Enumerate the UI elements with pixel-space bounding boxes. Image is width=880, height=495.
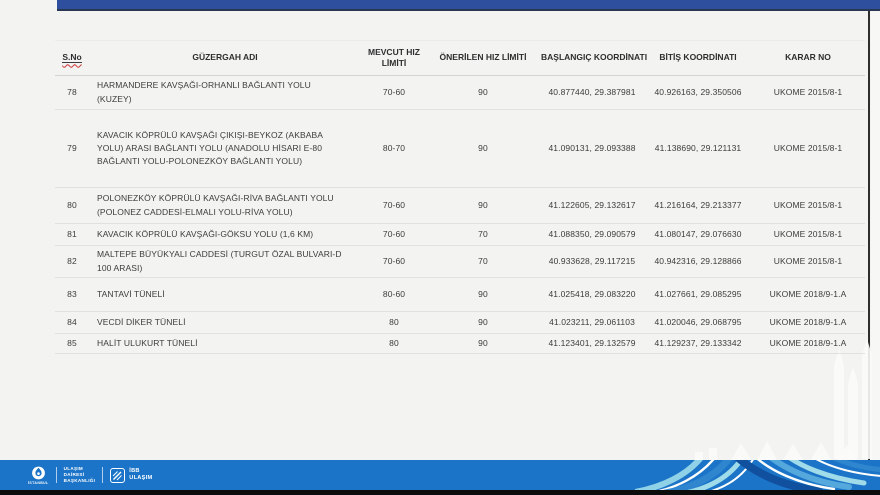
cell-sno: 80: [55, 188, 89, 224]
cell-current-speed-limit: 80-70: [361, 110, 427, 188]
table-row: [55, 76, 865, 110]
cell-current-speed-limit: 70-60: [361, 246, 427, 278]
cell-route-name: HALİT ULUKURT TÜNELİ: [89, 334, 361, 354]
cell-proposed-speed-limit: 70: [427, 246, 539, 278]
col-header-end-coordinate: BİTİŞ KOORDİNATI: [645, 41, 751, 76]
ibb-ulasim-icon: [110, 468, 125, 483]
cell-current-speed-limit: 80: [361, 312, 427, 334]
ibb-emblem-icon: [31, 466, 46, 480]
cell-sno: 79: [55, 110, 89, 188]
table-row: [55, 246, 865, 278]
col-header-proposed-speed-limit: ÖNERİLEN HIZ LİMİTİ: [427, 41, 539, 76]
cell-decision-no: UKOME 2015/8-1: [751, 76, 865, 110]
table-body: [55, 76, 865, 354]
cell-proposed-speed-limit: 90: [427, 312, 539, 334]
cell-sno: 81: [55, 224, 89, 246]
cell-end-coordinate: 40.942316, 29.128866: [645, 246, 751, 278]
table-row: [55, 110, 865, 188]
cell-decision-no: UKOME 2015/8-1: [751, 246, 865, 278]
cell-current-speed-limit: 70-60: [361, 224, 427, 246]
cell-start-coordinate: 41.023211, 29.061103: [539, 312, 645, 334]
cell-current-speed-limit: 80: [361, 334, 427, 354]
cell-decision-no: UKOME 2018/9-1.A: [751, 312, 865, 334]
cell-current-speed-limit: 80-60: [361, 278, 427, 312]
cell-proposed-speed-limit: 90: [427, 188, 539, 224]
department-label-line: BAŞKANLIĞI: [63, 478, 96, 484]
brand-line: ULAŞIM: [129, 475, 153, 481]
cell-route-name: POLONEZKÖY KÖPRÜLÜ KAVŞAĞI-RİVA BAĞLANTI YOLU (POLONEZ CADDESİ-ELMALI YOLU-RİVA YOLU): [89, 188, 361, 224]
speed-limit-table: [55, 40, 865, 354]
col-header-sno: S.No: [55, 41, 89, 76]
department-label: [64, 466, 96, 485]
cell-route-name: HARMANDERE KAVŞAĞI-ORHANLI BAĞLANTI YOLU (KUZEY): [89, 76, 361, 110]
table-row: [55, 188, 865, 224]
cell-start-coordinate: 41.090131, 29.093388: [539, 110, 645, 188]
cell-current-speed-limit: 70-60: [361, 188, 427, 224]
cell-sno: 84: [55, 312, 89, 334]
cell-start-coordinate: 41.122605, 29.132617: [539, 188, 645, 224]
footer-divider: [102, 467, 103, 483]
ibb-ulasim-logo: [110, 468, 152, 483]
bottom-black-bar: [0, 490, 880, 495]
cell-sno: 82: [55, 246, 89, 278]
department-label-line: DAİRESİ: [63, 471, 85, 477]
top-accent-bar: [57, 0, 880, 11]
cell-decision-no: UKOME 2015/8-1: [751, 110, 865, 188]
cell-route-name: TANTAVİ TÜNELİ: [89, 278, 361, 312]
table-row: [55, 278, 865, 312]
cell-start-coordinate: 40.877440, 29.387981: [539, 76, 645, 110]
cell-end-coordinate: 41.027661, 29.085295: [645, 278, 751, 312]
brand-line: İBB: [129, 468, 140, 475]
ibb-emblem-caption: İSTANBUL: [28, 480, 49, 485]
footer-bar: [0, 460, 880, 490]
cell-route-name: VECDİ DİKER TÜNELİ: [89, 312, 361, 334]
wave-pattern-decoration: [635, 460, 880, 490]
cell-sno: 85: [55, 334, 89, 354]
ibb-ulasim-wordmark: [129, 468, 152, 481]
cell-current-speed-limit: 70-60: [361, 76, 427, 110]
cell-decision-no: UKOME 2015/8-1: [751, 188, 865, 224]
cell-route-name: MALTEPE BÜYÜKYALI CADDESİ (TURGUT ÖZAL BULVARI-D 100 ARASI): [89, 246, 361, 278]
cell-route-name: KAVACIK KÖPRÜLÜ KAVŞAĞI ÇIKIŞI-BEYKOZ (AKBABA YOLU) ARASI BAĞLANTI YOLU (ANADOLU HİSARI E-80 BAĞLANTI YOLU-POLONEZKÖY BAĞLANTI YOLU): [89, 110, 361, 188]
table-row: [55, 334, 865, 354]
table-header-row: [55, 41, 865, 76]
col-header-route-name: GÜZERGAH ADI: [89, 41, 361, 76]
cell-end-coordinate: 40.926163, 29.350506: [645, 76, 751, 110]
cell-route-name: KAVACIK KÖPRÜLÜ KAVŞAĞI-GÖKSU YOLU (1,6 KM): [89, 224, 361, 246]
cell-start-coordinate: 41.123401, 29.132579: [539, 334, 645, 354]
cell-sno: 78: [55, 76, 89, 110]
speed-limit-table-container: [55, 40, 865, 354]
cell-end-coordinate: 41.138690, 29.121131: [645, 110, 751, 188]
table-row: [55, 224, 865, 246]
cell-proposed-speed-limit: 90: [427, 278, 539, 312]
cell-sno: 83: [55, 278, 89, 312]
col-header-start-coordinate: BAŞLANGIÇ KOORDİNATI: [539, 41, 645, 76]
cell-start-coordinate: 40.933628, 29.117215: [539, 246, 645, 278]
table-row: [55, 312, 865, 334]
cell-end-coordinate: 41.020046, 29.068795: [645, 312, 751, 334]
ibb-municipality-logo: [28, 466, 49, 485]
cell-decision-no: UKOME 2018/9-1.A: [751, 278, 865, 312]
footer-branding: [0, 466, 152, 485]
cell-proposed-speed-limit: 70: [427, 224, 539, 246]
cell-end-coordinate: 41.129237, 29.133342: [645, 334, 751, 354]
col-header-current-speed-limit: MEVCUT HIZ LİMİTİ: [361, 41, 427, 76]
col-header-decision-no: KARAR NO: [751, 41, 865, 76]
table-header: [55, 41, 865, 76]
cell-proposed-speed-limit: 90: [427, 334, 539, 354]
triangle-watermark: [635, 438, 880, 460]
cell-proposed-speed-limit: 90: [427, 76, 539, 110]
cell-end-coordinate: 41.216164, 29.213377: [645, 188, 751, 224]
footer-divider: [56, 467, 57, 483]
department-label-line: ULAŞIM: [63, 465, 84, 471]
cell-start-coordinate: 41.025418, 29.083220: [539, 278, 645, 312]
cell-proposed-speed-limit: 90: [427, 110, 539, 188]
cell-end-coordinate: 41.080147, 29.076630: [645, 224, 751, 246]
cell-decision-no: UKOME 2018/9-1.A: [751, 334, 865, 354]
cell-decision-no: UKOME 2015/8-1: [751, 224, 865, 246]
cell-start-coordinate: 41.088350, 29.090579: [539, 224, 645, 246]
